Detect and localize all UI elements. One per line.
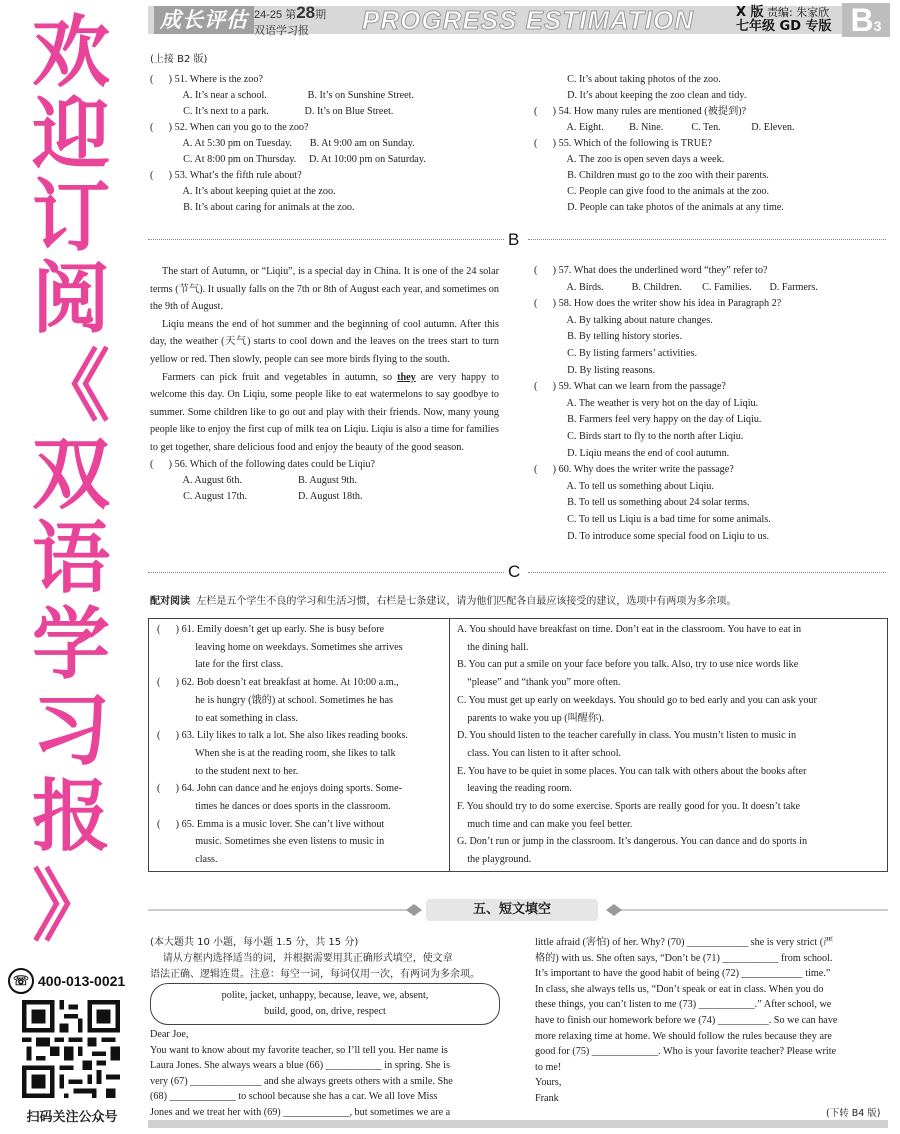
sectionB-questions: [534, 263, 884, 545]
list-item: A. You should have breakfast on time. Don’t eat in the classroom. You have to eat in: [457, 624, 802, 635]
editor: 责编: 朱家欣: [767, 6, 830, 19]
question-line: ( ) 58. How does the writer show his idea in Paragraph 2?: [534, 298, 782, 310]
option-line: A. The zoo is open seven days a week.: [534, 154, 725, 165]
banner-char: 《: [31, 342, 110, 432]
phone-icon: ☏: [8, 968, 34, 994]
issue-number: [254, 3, 327, 22]
option-line: B. To tell us something about 24 solar terms.: [534, 497, 750, 509]
word-bank-line: build, good, on, drive, respect: [264, 1006, 386, 1017]
list-item: ( ) 65. Emma is a music lover. She can’t live without: [157, 818, 385, 830]
list-item: late for the first class.: [157, 659, 284, 671]
word-bank-line: polite, jacket, unhappy, because, leave, we, absent,: [221, 990, 429, 1001]
list-item: to eat something in class.: [157, 712, 298, 724]
text-run: Farmers can pick fruit and vegetables in autumn, so: [162, 371, 398, 383]
list-item: parents to wake you up (叫醒你).: [457, 712, 605, 724]
banner-char: 》: [31, 862, 110, 952]
letter-line: Laura Jones. She always wears a blue (66) ___________ in spring. She is: [150, 1060, 450, 1072]
list-item: ( ) 62. Bob doesn’t eat breakfast at home. At 10:00 a.m.,: [157, 677, 399, 689]
letter-line: In class, she always tells us, “Don’t speak or eat in class. When you do: [535, 983, 824, 995]
letter-line: 格的) with us. She often says, “Don’t be (71) ___________ from school.: [535, 952, 833, 964]
list-item: the dining hall.: [457, 641, 529, 653]
letter-line: more relaxing time at home. We should follow the rules because they are: [535, 1030, 832, 1042]
letter-line: Dear Joe,: [150, 1029, 189, 1040]
banner-char: 阅: [31, 254, 110, 344]
option-line: D. People can take photos of the animals at any time.: [534, 202, 784, 213]
banner-char: 订: [31, 172, 110, 262]
instruction-label: 配对阅读: [150, 596, 190, 607]
edition: X 版: [736, 5, 764, 20]
letter-line: good for (75) _____________. Who is your favorite teacher? Please write: [535, 1046, 837, 1058]
issue-suffix: 期: [315, 9, 327, 21]
habits-column: [157, 621, 447, 869]
hotline-number: 400-013-0021: [38, 973, 126, 989]
question-line: ( ) 56. Which of the following dates could be Liqiu?: [150, 458, 376, 470]
letter-left: [150, 1027, 502, 1121]
question-line: ( ) 52. When can you go to the zoo?: [150, 122, 309, 133]
option-line: C. To tell us Liqiu is a bad time for some animals.: [534, 513, 771, 525]
letter-line: It’s important to have the good habit of being (72) ____________ time.”: [535, 968, 831, 980]
passage-paragraph: The start of Autumn, or “Liqiu”, is a special day in China. It is one of the 24 solar terms (节气). It usually falls on the 7th or 8th of August each year, and sometimes on the 9th of August.: [150, 266, 499, 313]
option-line: A. The weather is very hot on the day of Liqiu.: [534, 397, 759, 409]
instruction-text: 左栏是五个学生不良的学习和生活习惯，右栏是七条建议，请为他们匹配各自最应该接受的建议，选项中有两项为多余项。: [196, 596, 737, 607]
letter-line: little afraid (害怕) of her. Why? (70) ____________ she is very strict (严: [535, 937, 834, 948]
option-line: C. By listing farmers’ activities.: [534, 347, 698, 359]
list-item: D. You should listen to the teacher carefully in class. You mustn’t listen to music in: [457, 730, 797, 742]
passage-paragraph: Liqiu means the end of hot summer and the beginning of cool autumn. After this day, the weather (天气) starts to cool down and the leaves on the trees start to turn yellow or red. Then slowly, people can see more birds flying to the south.: [150, 318, 499, 365]
question-line: ( ) 59. What can we learn from the passage?: [534, 381, 726, 393]
qr-code-icon[interactable]: [22, 1000, 120, 1098]
option-line: C. At 8:00 pm on Thursday. D. At 10:00 pm on Saturday.: [150, 154, 426, 165]
list-item: F. You should try to do some exercise. Sports are really good for you. It doesn’t take: [457, 801, 801, 813]
option-line: B. Children must go to the zoo with their parents.: [534, 170, 769, 181]
letter-line: Jones and we treat her with (69) _____________, but sometimes we are a: [150, 1106, 451, 1118]
grade: 七年级 GD 专版: [736, 19, 832, 34]
list-item: to the student next to her.: [157, 765, 299, 777]
option-line: D. It’s about keeping the zoo clean and tidy.: [534, 90, 747, 101]
list-item: the playground.: [457, 854, 532, 866]
banner-char: 习: [31, 686, 110, 776]
banner-char: 欢: [31, 8, 110, 98]
subscription-banner: [0, 0, 140, 1134]
list-item: ( ) 64. John can dance and he enjoys doing sports. Some-: [157, 783, 403, 795]
edition-info: [736, 6, 832, 34]
banner-char: 学: [31, 600, 110, 690]
list-item: class. You can listen to it after school.: [457, 747, 622, 759]
banner-char: 迎: [31, 90, 110, 180]
section-note: (本大题共 10 小题，每小题 1.5 分，共 15 分): [150, 937, 359, 948]
option-line: A. Eight. B. Nine. C. Ten. D. Eleven.: [534, 122, 795, 133]
option-line: A. By talking about nature changes.: [534, 314, 713, 326]
paper-name: 双语学习报: [254, 24, 309, 37]
letter-line: Frank: [535, 1092, 559, 1104]
section-title: 五、短文填空: [426, 899, 598, 921]
passage-paragraph: [150, 369, 499, 457]
option-line: C. Birds start to fly to the north after Liqiu.: [534, 430, 744, 442]
option-line: A. At 5:30 pm on Tuesday. B. At 9:00 am on Sunday.: [150, 138, 415, 149]
list-item: times he dances or does sports in the classroom.: [157, 801, 391, 813]
question-line: ( ) 55. Which of the following is TRUE?: [534, 138, 712, 149]
list-item: B. You can put a smile on your face before you talk. Also, try to use nice words like: [457, 659, 799, 671]
sectionA-right: [534, 72, 884, 216]
page-header: [140, 0, 900, 46]
option-line: D. Liqiu means the end of cool autumn.: [534, 447, 730, 459]
list-item: leaving home on weekdays. Sometimes she arrives: [157, 641, 403, 653]
word-bank: [150, 983, 500, 1025]
sectionC-instruction: [150, 592, 885, 607]
option-line: A. To tell us something about Liqiu.: [534, 480, 714, 492]
qr-caption: 扫码关注公众号: [26, 1110, 118, 1125]
divider-line: [528, 572, 886, 573]
question-line: ( ) 60. Why does the writer write the passage?: [534, 464, 734, 476]
letter-line: Yours,: [535, 1077, 562, 1089]
list-item: ( ) 61. Emily doesn’t get up early. She is busy before: [157, 624, 385, 635]
option-line: A. It’s about keeping quiet at the zoo.: [150, 186, 336, 197]
turn-note: (下转 B4 版): [826, 1108, 881, 1119]
issue-no: 28: [296, 3, 316, 22]
matching-table: [148, 618, 888, 872]
continue-note: (上接 B2 版): [150, 54, 208, 65]
letter-line: have to finish our homework before we (74) __________. So we can have: [535, 1014, 838, 1026]
banner-char: 语: [31, 514, 110, 604]
letter-line: very (67) ______________ and she always greets others with a smile. She: [150, 1075, 453, 1087]
page-digit: 3: [873, 18, 882, 34]
option-line: A. August 6th. B. August 9th.: [150, 474, 357, 486]
option-line: D. By listing reasons.: [534, 364, 656, 376]
letter-line: to me!: [535, 1061, 562, 1073]
option-line: C. It’s next to a park. D. It’s on Blue Street.: [150, 106, 394, 117]
list-item: G. Don’t run or jump in the classroom. It’s dangerous. You can dance and do sports in: [457, 836, 808, 848]
section-letter-c: C: [508, 562, 521, 581]
section-instruction: 语法正确、逻辑连贯。注意：每空一词，每词仅用一次，有两词为多余项。: [150, 969, 480, 980]
text-run: are very happy to welcome this day. On Liqiu, some people like to eat watermelons to say goodbye to summer. Some children like to go out and play with their friends. Now, many young people like to enjoy the first cup of milk tea on Liqiu. Liqiu is also a time for families to get together, share delicious food and enjoy the beauty of the good season.: [150, 371, 500, 453]
option-line: C. People can give food to the animals at the zoo.: [534, 186, 770, 197]
sectionA-left: [150, 72, 520, 216]
section-instruction: 请从方框内选择适当的词，并根据需要用其正确形式填空，使文章: [150, 953, 453, 964]
option-line: D. To introduce some special food on Liqiu to us.: [534, 530, 770, 542]
question-line: ( ) 53. What’s the fifth rule about?: [150, 170, 302, 181]
list-item: ( ) 63. Lily likes to talk a lot. She also likes reading books.: [157, 730, 408, 742]
hotline: [8, 968, 138, 994]
list-item: much time and can make you feel better.: [457, 818, 633, 830]
option-line: A. Birds. B. Children. C. Families. D. Farmers.: [534, 281, 818, 293]
option-line: B. By telling history stories.: [534, 331, 683, 343]
passage-b: [150, 263, 499, 505]
footer-bar: [148, 1120, 888, 1128]
banner-char: 双: [31, 430, 110, 520]
list-item: C. You must get up early on weekdays. You should go to bed early and you can ask your: [457, 694, 817, 706]
list-item: “please” and “thank you” more often.: [457, 677, 621, 689]
list-item: E. You have to be quiet in some places. You can talk with others about the books after: [457, 765, 807, 777]
banner-char: 报: [31, 772, 110, 862]
question-line: ( ) 51. Where is the zoo?: [150, 74, 263, 85]
advice-column: [457, 621, 883, 869]
option-line: C. August 17th. D. August 18th.: [150, 490, 363, 502]
question-line: ( ) 57. What does the underlined word “they” refer to?: [534, 265, 768, 276]
list-item: leaving the reading room.: [457, 783, 572, 795]
list-item: he is hungry (饿的) at school. Sometimes he has: [157, 694, 393, 706]
section-brand: 成长评估: [154, 6, 254, 34]
table-divider: [449, 619, 450, 871]
divider-line: [528, 239, 886, 240]
issue-prefix: 24-25 第: [254, 9, 297, 21]
divider-line: [148, 239, 504, 240]
letter-right: [535, 935, 887, 1107]
option-line: C. It’s about taking photos of the zoo.: [534, 74, 721, 85]
letter-line: these things, you can’t listen to me (73) ___________.” After school, we: [535, 999, 832, 1011]
list-item: class.: [157, 854, 218, 866]
option-line: B. Farmers feel very happy on the day of Liqiu.: [534, 414, 762, 426]
list-item: music. Sometimes she even listens to music in: [157, 836, 385, 848]
page-number: [842, 3, 890, 37]
progress-title: PROGRESS ESTIMATION: [362, 5, 694, 35]
section-letter-b: B: [508, 230, 520, 249]
underlined-word: they: [397, 371, 416, 383]
divider-line: [148, 572, 504, 573]
option-line: A. It’s near a school. B. It’s on Sunshine Street.: [150, 90, 415, 101]
letter-line: (68) _____________ to school because she has a car. We all love Miss: [150, 1091, 438, 1103]
letter-line: You want to know about my favorite teacher, so I’ll tell you. Her name is: [150, 1044, 448, 1056]
option-line: B. It’s about caring for animals at the zoo.: [150, 202, 355, 213]
list-item: When she is at the reading room, she likes to talk: [157, 747, 396, 759]
page-letter: B: [850, 2, 874, 38]
question-line: ( ) 54. How many rules are mentioned (被提到)?: [534, 106, 747, 117]
